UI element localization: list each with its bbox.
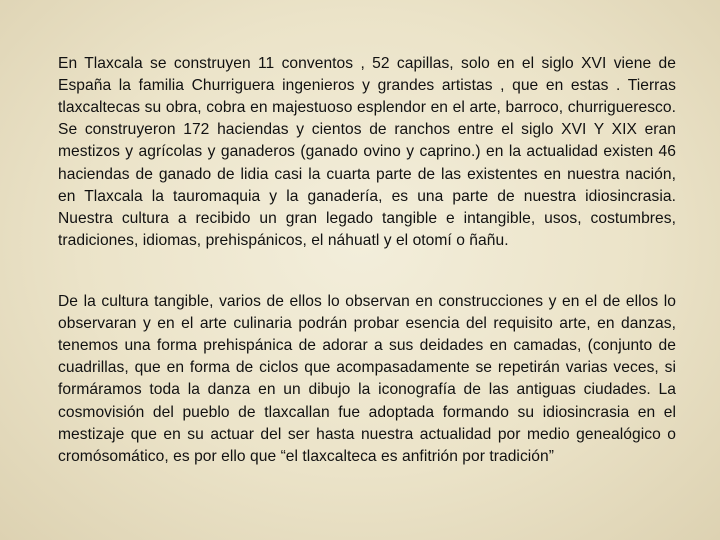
paragraph-2: De la cultura tangible, varios de ellos lo observan en construcciones y en el de ellos lo observaran y en el arte culinaria podrán probar esencia del requisito arte, en danzas, tenemos una forma prehispánica de adorar a sus deidades en camadas, (conjunto de cuadrillas, que en forma de ciclos que acompasadamente se repetirán varias veces, si formáramos toda la danza en un dibujo la iconografía de las antiguas ciudades. La cosmovisión del pueblo de tlaxcallan fue adoptada formando su idiosincrasia en el mestizaje que en su actuar del ser hasta nuestra actualidad por medio genealógico o cromósomático, es por ello que “el tlaxcalteca es anfitrión por tradición”	[58, 292, 676, 466]
paragraph-1: En Tlaxcala se construyen 11 conventos , 52 capillas, solo en el siglo XVI viene de España la familia Churriguera ingenieros y grandes artistas , que en estas . Tierras tlaxcaltecas su obra, cobra en majestuoso esplendor en el arte, barroco, churrigueresco. Se construyeron 172 haciendas y cientos de ranchos entre el siglo XVI Y XIX eran mestizos y agrícolas y ganaderos (ganado ovino y caprino.) en la actualidad existen 46 haciendas de ganado de lidia casi la cuarta parte de las existentes en nuestra nación, en Tlaxcala la tauromaquia y la ganadería, es una parte de nuestra idiosincrasia. Nuestra cultura a recibido un gran legado tangible e intangible, usos, costumbres, tradiciones, idiomas, prehispánicos, el náhuatl y el otomí o ñañu.	[58, 54, 676, 250]
